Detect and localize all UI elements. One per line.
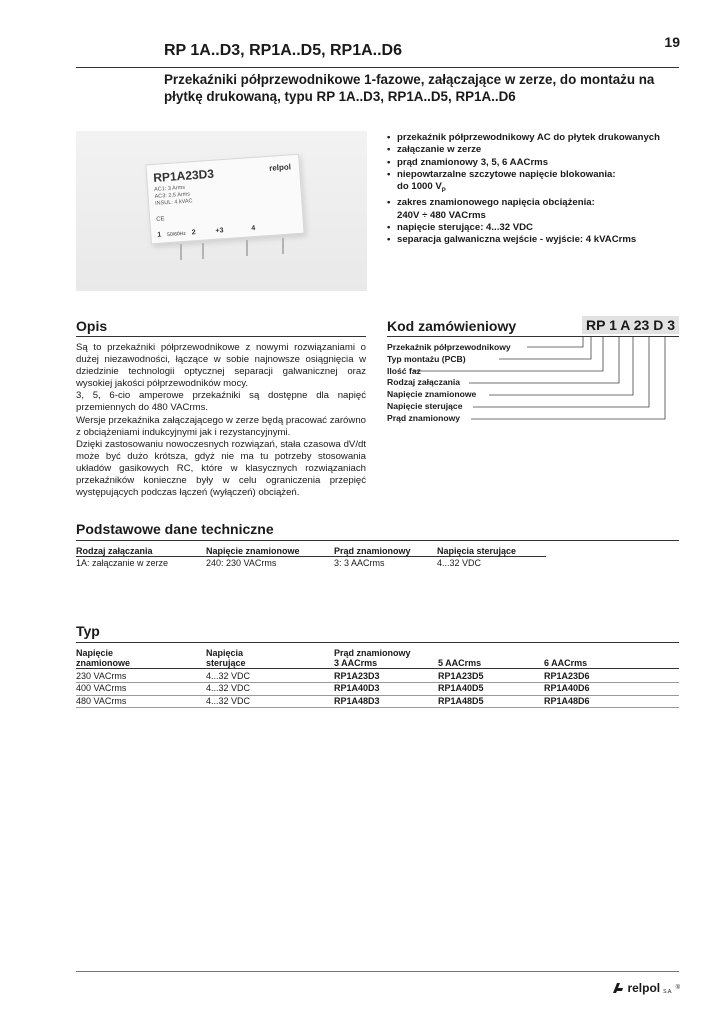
- typ-heading: Typ: [76, 623, 100, 639]
- footer-divider: [76, 971, 679, 972]
- kod-heading: Kod zamówieniowy: [387, 318, 517, 334]
- title-divider: [76, 67, 679, 68]
- relay-pin: [180, 244, 182, 260]
- table-cell: RP1A40D3: [334, 683, 438, 695]
- code-part-label: Typ montażu (PCB): [387, 353, 466, 364]
- basic-data-table: [76, 546, 546, 569]
- ce-mark: CE: [156, 216, 165, 223]
- relay-pin: [246, 240, 248, 256]
- opis-paragraph: Są to przekaźniki półprzewodnikowe z nowymi rozwiązaniami o dużej niezawodności, łączące w sobie najnowsze osiągnięcia w dziedzinie technologii optycznej separacji galwanicznej oraz wysokiej jakości półprzewodników mocy.: [76, 342, 366, 390]
- relay-pin-labels: 1 50/60Hz 2 +3 4: [157, 224, 256, 239]
- table-cell: RP1A48D5: [438, 695, 544, 707]
- table-header: Napięcie znamionowe: [206, 546, 334, 557]
- table-cell: 240: 230 VACrms: [206, 558, 277, 568]
- table-header-row: [76, 546, 546, 557]
- opis-paragraph: Wersje przekaźnika załączającego w zerze będą pracować zarówno z obciążeniami indukcyjnymi jak i rezystancyjnymi.: [76, 414, 366, 438]
- feature-item: • zakres znamionowego napięcia obciążenia:: [387, 197, 687, 209]
- table-row: [76, 669, 679, 683]
- code-part-label: Napięcie znamionowe: [387, 389, 477, 400]
- table-cell: 480 VACrms: [76, 695, 206, 707]
- feature-continuation: do 1000 $V_P$: [397, 181, 446, 195]
- basic-data-heading: Podstawowe dane techniczne: [76, 521, 274, 537]
- code-part-label: Napięcie sterujące: [387, 400, 463, 411]
- table-cell: 3: 3 AACrms: [334, 558, 385, 568]
- relay-pin: [202, 243, 204, 259]
- table-cell: RP1A40D5: [438, 683, 544, 695]
- table-cell: 1A: załączanie w zerze: [76, 558, 169, 568]
- table-row: [76, 695, 679, 707]
- table-cell: RP1A40D6: [544, 683, 679, 695]
- opis-heading: Opis: [76, 318, 108, 334]
- relay-spec-line: INSUL: 4 kVAC: [154, 198, 193, 207]
- code-part-label: Przekaźnik półprzewodnikowy: [387, 342, 511, 352]
- typ-table: [76, 648, 679, 708]
- order-code-connector-lines: [387, 334, 679, 424]
- relpol-logo-icon: [612, 982, 624, 994]
- opis-paragraph: 3, 5, 6-cio amperowe przekaźniki są dostępne dla napięć przemiennych do 480 VACrms.: [76, 390, 366, 414]
- table-cell: RP1A48D6: [544, 695, 679, 707]
- table-header: 6 AACrms: [544, 648, 679, 669]
- relay-pin: [282, 238, 284, 254]
- table-header: Prąd znamionowy 3 AACrms: [334, 648, 438, 669]
- table-header-row: [76, 648, 679, 669]
- table-cell: 230 VACrms: [76, 669, 206, 683]
- code-part-label: Prąd znamionowy: [387, 412, 461, 423]
- table-cell: 4...32 VDC: [206, 695, 334, 707]
- table-row: [76, 683, 679, 695]
- page-subtitle: Przekaźniki półprzewodnikowe 1-fazowe, załączające w zerze, do montażu na płytkę drukowaną, typu RP 1A..D3, RP1A..D5, RP1A..D6: [164, 72, 655, 104]
- table-cell: RP1A48D3: [334, 695, 438, 707]
- page-title: RP 1A..D3, RP1A..D5, RP1A..D6: [164, 42, 403, 59]
- relay-body: [145, 154, 304, 245]
- table-cell: 4...32 VDC: [206, 683, 334, 695]
- relay-spec-line: AC1: 3 Arms: [153, 184, 186, 193]
- table-header: Rodzaj załączania: [76, 546, 206, 557]
- logo-text: relpol: [627, 981, 661, 995]
- relay-brand-label: relpol: [268, 162, 292, 173]
- code-part-label: Ilość faz: [387, 365, 421, 376]
- feature-item: • prąd znamionowy 3, 5, 6 AACrms: [387, 157, 687, 169]
- basic-data-divider: [76, 540, 679, 541]
- feature-continuation: 240V ÷ 480 VACrms: [397, 209, 486, 221]
- table-header: Napięcia sterujące: [437, 546, 546, 557]
- table-cell: 4...32 VDC: [437, 558, 482, 568]
- logo-suffix: S.A.: [663, 989, 673, 995]
- table-cell: 400 VACrms: [76, 683, 206, 695]
- code-part-label: Rodzaj załączania: [387, 377, 461, 388]
- table-header: Napięcie znamionowe: [76, 648, 206, 669]
- feature-item: • napięcie sterujące: 4...32 VDC: [387, 222, 687, 234]
- product-photo: [76, 131, 367, 291]
- opis-divider: [76, 336, 366, 337]
- typ-divider: [76, 642, 679, 643]
- relay-model-label: RP1A23D3: [152, 166, 215, 185]
- table-cell: 4...32 VDC: [206, 669, 334, 683]
- feature-item: • załączanie w zerze: [387, 144, 687, 156]
- table-header: Prąd znamionowy: [334, 546, 437, 557]
- page-number: 19: [664, 34, 680, 50]
- table-cell: RP1A23D5: [438, 669, 544, 683]
- relay-spec-line: AC3: 2,5 Arms: [154, 191, 191, 200]
- table-header: Napięcia sterujące: [206, 648, 334, 669]
- feature-item: • przekaźnik półprzewodnikowy AC do płytek drukowanych: [387, 132, 687, 144]
- relpol-logo: [612, 981, 680, 995]
- feature-item: • niepowtarzalne szczytowe napięcie blokowania:: [387, 169, 687, 181]
- feature-item: • separacja galwaniczna wejście - wyjście: 4 kVACrms: [387, 234, 687, 246]
- feature-list: [387, 132, 687, 247]
- table-cell: RP1A23D3: [334, 669, 438, 683]
- table-cell: RP1A23D6: [544, 669, 679, 683]
- table-header: 5 AACrms: [438, 648, 544, 669]
- table-row: [76, 557, 546, 570]
- opis-text: [76, 342, 366, 499]
- registered-mark: ®: [675, 985, 680, 991]
- opis-paragraph: Dzięki zastosowaniu nowoczesnych rozwiązań, stała czasowa dV/dt może być dużo krótsza, gdyż nie ma tu potrzeby stosowania układów gasikowych RC, które w klasycznych rozwiązaniach przekaźników konieczne były w celu ograniczenia przepięć występujących podczas łączeń (wyłączeń) obciążeń.: [76, 438, 366, 499]
- order-code: RP 1 A 23 D 3: [582, 316, 679, 334]
